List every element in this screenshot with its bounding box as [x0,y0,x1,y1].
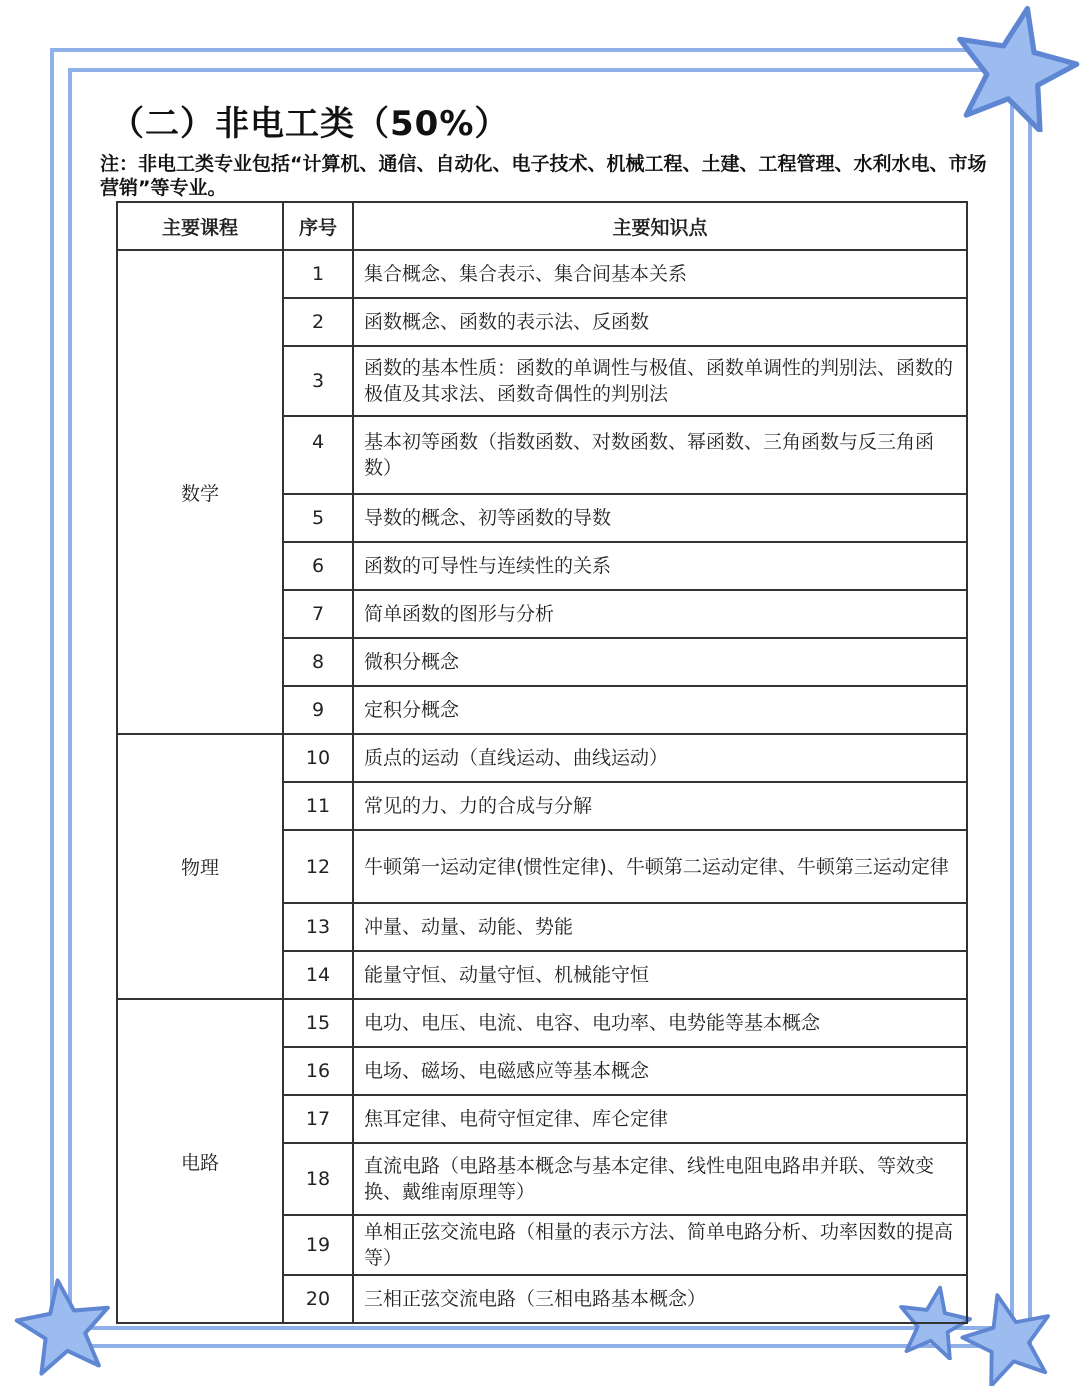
star-icon [960,1290,1056,1386]
knowledge-table [116,201,968,1324]
knowledge-point: 牛顿第一运动定律(惯性定律)、牛顿第二运动定律、牛顿第三运动定律 [353,830,967,903]
knowledge-point: 能量守恒、动量守恒、机械能守恒 [353,951,967,999]
knowledge-point: 函数概念、函数的表示法、反函数 [353,298,967,346]
knowledge-point: 函数的基本性质：函数的单调性与极值、函数单调性的判别法、函数的极值及其求法、函数奇偶性的判别法 [353,346,967,416]
table-row [117,999,967,1047]
course-cell: 数学 [117,250,283,734]
knowledge-point: 焦耳定律、电荷守恒定律、库仑定律 [353,1095,967,1143]
table-row [117,734,967,782]
note-text: 注：非电工类专业包括“计算机、通信、自动化、电子技术、机械工程、土建、工程管理、水利水电、市场营销”等专业。 [100,153,987,199]
course-cell: 物理 [117,734,283,999]
row-number: 3 [283,346,353,416]
table-header-row [117,202,967,250]
knowledge-point: 基本初等函数（指数函数、对数函数、幂函数、三角函数与反三角函数） [353,416,967,494]
knowledge-point: 函数的可导性与连续性的关系 [353,542,967,590]
row-number: 6 [283,542,353,590]
row-number: 10 [283,734,353,782]
row-number: 13 [283,903,353,951]
row-number: 18 [283,1143,353,1215]
row-number: 8 [283,638,353,686]
knowledge-point: 电场、磁场、电磁感应等基本概念 [353,1047,967,1095]
row-number: 2 [283,298,353,346]
knowledge-point: 单相正弦交流电路（相量的表示方法、简单电路分析、功率因数的提高等） [353,1215,967,1275]
knowledge-point: 定积分概念 [353,686,967,734]
table-row [117,250,967,298]
star-icon [950,2,1080,132]
header-points: 主要知识点 [353,202,967,250]
knowledge-point: 微积分概念 [353,638,967,686]
knowledge-point: 直流电路（电路基本概念与基本定律、线性电阻电路串并联、等效变换、戴维南原理等） [353,1143,967,1215]
knowledge-point: 导数的概念、初等函数的导数 [353,494,967,542]
knowledge-point: 冲量、动量、动能、势能 [353,903,967,951]
knowledge-point: 常见的力、力的合成与分解 [353,782,967,830]
star-icon [14,1276,114,1376]
row-number: 16 [283,1047,353,1095]
knowledge-point: 集合概念、集合表示、集合间基本关系 [353,250,967,298]
knowledge-point: 质点的运动（直线运动、曲线运动） [353,734,967,782]
header-course: 主要课程 [117,202,283,250]
header-num: 序号 [283,202,353,250]
row-number: 5 [283,494,353,542]
row-number: 9 [283,686,353,734]
knowledge-point: 简单函数的图形与分析 [353,590,967,638]
row-number: 20 [283,1275,353,1323]
row-number: 17 [283,1095,353,1143]
knowledge-point: 三相正弦交流电路（三相电路基本概念） [353,1275,967,1323]
row-number: 1 [283,250,353,298]
row-number: 12 [283,830,353,903]
row-number: 7 [283,590,353,638]
row-number: 4 [283,416,353,494]
knowledge-point: 电功、电压、电流、电容、电功率、电势能等基本概念 [353,999,967,1047]
row-number: 15 [283,999,353,1047]
row-number: 11 [283,782,353,830]
row-number: 19 [283,1215,353,1275]
page-title: （二）非电工类（50%） [110,104,510,144]
row-number: 14 [283,951,353,999]
course-cell: 电路 [117,999,283,1323]
